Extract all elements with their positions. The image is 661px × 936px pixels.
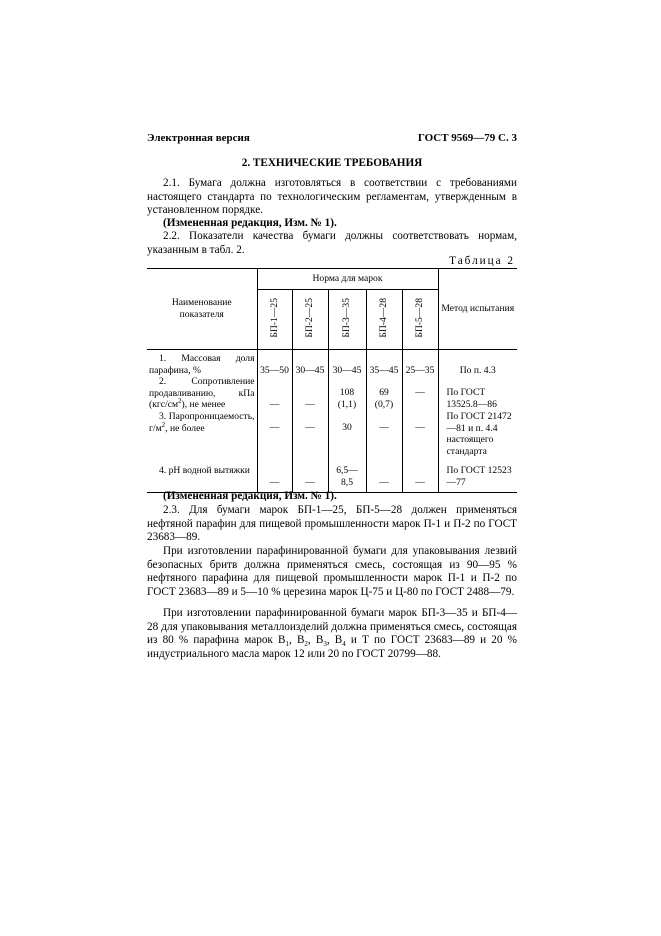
row-name: 4. pH водной вытяжки: [147, 457, 257, 492]
table-row: [147, 411, 517, 457]
row-name: 3. Паропроницаемость, $г/м^2$, не более: [149, 410, 255, 434]
cell: —: [257, 457, 292, 492]
cell: 35—50: [257, 350, 292, 377]
paragraph-2-1: 2.1. Бумага должна изготовляться в соответствии с требованиями настоящего стандарта по технологическим регламентам, утвержденным в установленном порядке.: [147, 177, 517, 217]
method-cell: По п. 4.3: [438, 350, 517, 377]
table-row: [147, 376, 517, 411]
grade-header: БП-2—25: [292, 290, 328, 350]
method-cell: По ГОСТ 13525.8—86: [438, 376, 517, 411]
amendment-note-1: (Измененная редакция, Изм. № 1).: [163, 217, 337, 229]
cell: 6,5—8,5: [328, 457, 366, 492]
cell: 69 (0,7): [366, 376, 402, 411]
col-name-header: Наименование показателя: [147, 269, 257, 350]
grade-header: БП-5—28: [402, 290, 438, 350]
cell: —: [402, 457, 438, 492]
table-row: [147, 457, 517, 492]
cell: —: [292, 411, 328, 457]
grade-header: БП-4—28: [366, 290, 402, 350]
table-caption: Таблица 2: [449, 255, 515, 267]
paragraph-metal-products: При изготовлении парафинированной бумаги марок БП-3—35 и БП-4—28 для упаковывания металлоизделий должна применяться смесь, состоящая из 80 % парафина марок $В_1$, $В_2$, $В_3$, $В_4$ и Т по ГОСТ 23683—89 и 20 % индустриального масла марок 12 или 20 по ГОСТ 20799—88.: [147, 607, 517, 660]
paragraph-2-2: 2.2. Показатели качества бумаги должны соответствовать нормам, указанным в табл. 2.: [147, 230, 517, 256]
col-norm-header: Норма для марок: [257, 269, 438, 290]
paragraph-razor-blades: При изготовлении парафинированной бумаги для упаковывания лезвий безопасных бритв должна применяться смесь, состоящая из 90—95 % нефтяного парафина для пищевой промышленности марок П-1 и П-2 по ГОСТ 23683—89 и 5—10 % церезина марок Ц-75 и Ц-80 по ГОСТ 2488—79.: [147, 545, 517, 598]
cell: —: [366, 457, 402, 492]
cell: —: [366, 411, 402, 457]
table-row: [147, 350, 517, 377]
amendment-note-2: (Измененная редакция, Изм. № 1).: [163, 490, 337, 502]
cell: 30—45: [328, 350, 366, 377]
cell: —: [292, 376, 328, 411]
col-method-header: Метод испытания: [438, 269, 517, 350]
cell: —: [402, 376, 438, 411]
cell: 25—35: [402, 350, 438, 377]
header-right: ГОСТ 9569—79 С. 3: [417, 132, 517, 144]
cell: —: [292, 457, 328, 492]
cell: —: [402, 411, 438, 457]
cell: 30—45: [292, 350, 328, 377]
grade-header: БП-1—25: [257, 290, 292, 350]
cell: 108 (1,1): [328, 376, 366, 411]
cell: —: [257, 411, 292, 457]
row-name: 2. Сопротивление продавливанию, кПа $(кгс/см^2)$, не менее: [149, 376, 255, 411]
method-cell: По ГОСТ 12523—77: [438, 457, 517, 492]
paragraph-2-3: 2.3. Для бумаги марок БП-1—25, БП-5—28 должен применяться нефтяной парафин для пищевой промышленности марок П-1 и П-2 по ГОСТ 23683—89.: [147, 504, 517, 544]
section-title: 2. ТЕХНИЧЕСКИЕ ТРЕБОВАНИЯ: [241, 157, 423, 169]
cell: —: [257, 376, 292, 411]
cell: 30: [328, 411, 366, 457]
header-left: Электронная версия: [147, 132, 250, 144]
cell: 35—45: [366, 350, 402, 377]
quality-table: [147, 268, 517, 493]
row-name: 1. Массовая доля парафина, %: [149, 353, 255, 376]
method-cell: По ГОСТ 21472—81 и п. 4.4 настоящего стандарта: [438, 411, 517, 457]
grade-header: БП-3—35: [328, 290, 366, 350]
